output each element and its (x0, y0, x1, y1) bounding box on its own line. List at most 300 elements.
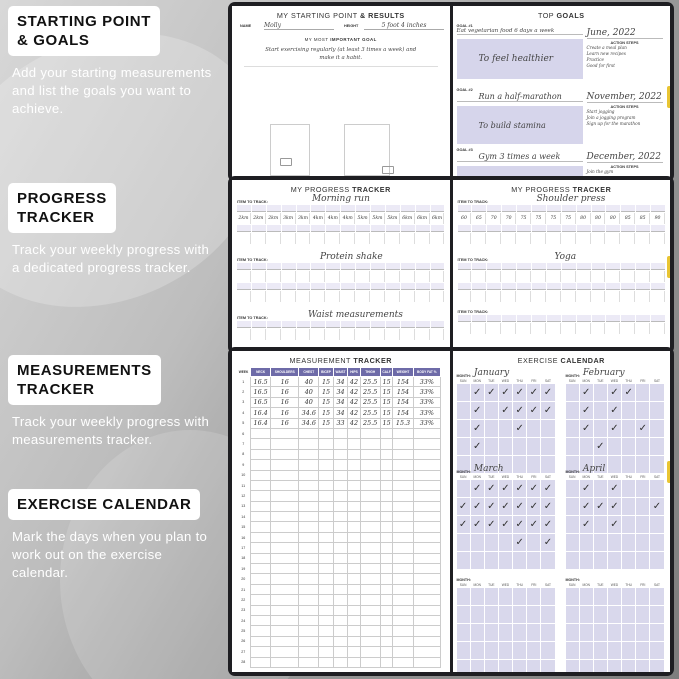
measurement-cell[interactable]: 40 (299, 377, 319, 387)
measurement-cell[interactable]: 16.5 (251, 377, 271, 387)
measurement-cell[interactable] (271, 595, 299, 605)
progress-value[interactable]: 60 (458, 213, 472, 224)
day-cell[interactable] (499, 480, 512, 497)
progress-value[interactable] (458, 323, 472, 334)
goal-text[interactable]: Eat vegetarian food 6 days a week (457, 28, 583, 35)
day-cell[interactable] (622, 384, 635, 401)
measurement-cell[interactable] (360, 470, 380, 480)
measurement-cell[interactable] (360, 543, 380, 553)
day-cell[interactable] (471, 498, 484, 515)
measurement-cell[interactable] (271, 512, 299, 522)
progress-value[interactable]: 2km (237, 213, 251, 224)
day-cell[interactable] (594, 660, 607, 672)
day-cell[interactable] (650, 624, 663, 641)
measurement-cell[interactable]: 154 (393, 377, 413, 387)
measurement-cell[interactable] (271, 439, 299, 449)
measurement-cell[interactable] (299, 553, 319, 563)
progress-value[interactable] (592, 291, 606, 302)
measurement-cell[interactable] (360, 647, 380, 657)
measurement-cell[interactable] (319, 636, 333, 646)
day-cell[interactable] (513, 588, 526, 605)
measurement-cell[interactable] (319, 626, 333, 636)
progress-value[interactable] (416, 291, 430, 302)
progress-value[interactable] (386, 233, 400, 244)
day-cell[interactable] (594, 606, 607, 623)
day-cell[interactable] (527, 588, 540, 605)
measurement-cell[interactable] (251, 439, 271, 449)
measurement-cell[interactable] (319, 439, 333, 449)
progress-value[interactable]: 4km (326, 213, 340, 224)
progress-value[interactable] (577, 233, 591, 244)
day-cell[interactable] (471, 624, 484, 641)
day-cell[interactable] (608, 420, 621, 437)
day-cell[interactable] (527, 498, 540, 515)
day-cell[interactable] (594, 438, 607, 455)
day-cell[interactable] (566, 588, 579, 605)
progress-value[interactable] (297, 271, 311, 282)
measurement-cell[interactable] (393, 605, 413, 615)
progress-value[interactable]: 3km (297, 213, 311, 224)
progress-value[interactable] (621, 233, 635, 244)
measurement-cell[interactable] (299, 647, 319, 657)
measurement-cell[interactable] (299, 605, 319, 615)
measurement-cell[interactable] (299, 480, 319, 490)
day-cell[interactable] (580, 552, 593, 569)
measurement-cell[interactable] (348, 501, 360, 511)
measurement-cell[interactable] (299, 439, 319, 449)
day-cell[interactable] (608, 516, 621, 533)
measurement-cell[interactable] (393, 626, 413, 636)
day-cell[interactable] (566, 480, 579, 497)
measurement-cell[interactable] (271, 553, 299, 563)
measurement-cell[interactable] (360, 564, 380, 574)
measurement-cell[interactable] (380, 532, 393, 542)
measurement-cell[interactable] (271, 501, 299, 511)
day-cell[interactable] (513, 402, 526, 419)
measurement-cell[interactable] (380, 439, 393, 449)
progress-value[interactable] (341, 291, 355, 302)
measurement-cell[interactable]: 16.4 (251, 408, 271, 418)
measurement-cell[interactable]: 16 (271, 397, 299, 407)
progress-value[interactable] (532, 291, 546, 302)
measurement-cell[interactable] (380, 564, 393, 574)
day-cell[interactable] (650, 438, 663, 455)
progress-value[interactable] (282, 233, 296, 244)
progress-value[interactable]: 6km (416, 213, 430, 224)
day-cell[interactable] (499, 534, 512, 551)
measurement-cell[interactable] (393, 615, 413, 625)
measurement-cell[interactable]: 34.6 (299, 418, 319, 428)
measurement-cell[interactable] (299, 615, 319, 625)
measurement-cell[interactable] (380, 512, 393, 522)
day-cell[interactable] (513, 660, 526, 672)
measurement-cell[interactable] (413, 647, 440, 657)
measurement-cell[interactable] (360, 480, 380, 490)
measurement-cell[interactable] (251, 647, 271, 657)
measurement-cell[interactable] (413, 605, 440, 615)
measurement-cell[interactable] (319, 460, 333, 470)
day-cell[interactable] (527, 552, 540, 569)
day-cell[interactable] (566, 552, 579, 569)
measurement-cell[interactable] (251, 428, 271, 438)
day-cell[interactable] (457, 420, 470, 437)
day-cell[interactable] (457, 498, 470, 515)
measurement-cell[interactable]: 34 (333, 377, 348, 387)
progress-value[interactable] (326, 233, 340, 244)
measurement-cell[interactable]: 15 (319, 418, 333, 428)
measurement-cell[interactable] (319, 532, 333, 542)
measurement-cell[interactable]: 33% (413, 397, 440, 407)
measurement-cell[interactable]: 34 (333, 397, 348, 407)
progress-value[interactable] (651, 291, 665, 302)
measurement-cell[interactable] (251, 543, 271, 553)
progress-value[interactable]: 80 (577, 213, 591, 224)
measurement-cell[interactable] (348, 647, 360, 657)
day-cell[interactable] (608, 498, 621, 515)
progress-value[interactable] (636, 271, 650, 282)
measurement-cell[interactable] (333, 636, 348, 646)
item-name[interactable]: Waist measurements (307, 310, 403, 320)
progress-value[interactable] (371, 233, 385, 244)
day-cell[interactable] (594, 642, 607, 659)
measurement-cell[interactable] (319, 553, 333, 563)
measurement-cell[interactable] (333, 439, 348, 449)
measurement-cell[interactable] (271, 626, 299, 636)
progress-value[interactable]: 4km (311, 213, 325, 224)
measurement-cell[interactable] (251, 615, 271, 625)
progress-value[interactable] (502, 271, 516, 282)
progress-value[interactable] (458, 233, 472, 244)
measurement-cell[interactable] (413, 553, 440, 563)
measurement-cell[interactable] (271, 574, 299, 584)
measurement-cell[interactable] (413, 584, 440, 594)
progress-value[interactable] (517, 291, 531, 302)
day-cell[interactable] (566, 534, 579, 551)
measurement-cell[interactable]: 15 (380, 387, 393, 397)
day-cell[interactable] (622, 438, 635, 455)
progress-value[interactable] (237, 291, 251, 302)
day-cell[interactable] (513, 552, 526, 569)
day-cell[interactable] (457, 552, 470, 569)
progress-value[interactable] (621, 291, 635, 302)
step[interactable]: Learn new recipes (586, 51, 626, 56)
measurement-cell[interactable] (348, 449, 360, 459)
measurement-cell[interactable] (413, 460, 440, 470)
day-cell[interactable] (527, 438, 540, 455)
height-field[interactable]: 5 foot 4 inches (364, 22, 444, 30)
measurement-cell[interactable] (413, 470, 440, 480)
measurement-cell[interactable] (333, 501, 348, 511)
measurement-cell[interactable]: 33% (413, 387, 440, 397)
progress-value[interactable] (416, 271, 430, 282)
measurement-cell[interactable] (251, 532, 271, 542)
measurement-cell[interactable] (348, 470, 360, 480)
measurement-cell[interactable] (393, 439, 413, 449)
measurement-cell[interactable] (333, 564, 348, 574)
measurement-cell[interactable] (348, 636, 360, 646)
progress-value[interactable]: 85 (621, 213, 635, 224)
measurement-cell[interactable] (319, 501, 333, 511)
day-cell[interactable] (499, 438, 512, 455)
month-name[interactable]: January (473, 368, 510, 378)
progress-value[interactable] (472, 271, 486, 282)
measurement-cell[interactable] (251, 636, 271, 646)
measurement-cell[interactable] (348, 428, 360, 438)
progress-value[interactable] (356, 329, 370, 340)
measurement-cell[interactable]: 15 (380, 418, 393, 428)
measurement-cell[interactable] (348, 574, 360, 584)
day-cell[interactable] (541, 552, 554, 569)
progress-value[interactable] (458, 291, 472, 302)
progress-value[interactable] (401, 233, 415, 244)
progress-value[interactable] (297, 329, 311, 340)
day-cell[interactable] (513, 516, 526, 533)
day-cell[interactable] (608, 588, 621, 605)
measurement-cell[interactable] (380, 449, 393, 459)
measurement-cell[interactable] (333, 491, 348, 501)
day-cell[interactable] (541, 516, 554, 533)
measurement-cell[interactable] (413, 626, 440, 636)
day-cell[interactable] (499, 660, 512, 672)
measurement-cell[interactable] (333, 595, 348, 605)
measurement-cell[interactable] (271, 657, 299, 667)
measurement-cell[interactable] (319, 449, 333, 459)
measurement-cell[interactable] (299, 574, 319, 584)
day-cell[interactable] (622, 402, 635, 419)
measurement-cell[interactable] (348, 512, 360, 522)
measurement-cell[interactable] (271, 428, 299, 438)
day-cell[interactable] (457, 480, 470, 497)
day-cell[interactable] (485, 420, 498, 437)
day-cell[interactable] (541, 438, 554, 455)
progress-value[interactable] (651, 233, 665, 244)
progress-value[interactable] (356, 291, 370, 302)
measurement-cell[interactable] (333, 470, 348, 480)
measurement-cell[interactable] (380, 647, 393, 657)
measurement-cell[interactable] (348, 553, 360, 563)
progress-value[interactable] (431, 329, 445, 340)
day-cell[interactable] (636, 480, 649, 497)
measurement-cell[interactable]: 16 (271, 387, 299, 397)
progress-value[interactable] (341, 233, 355, 244)
measurement-cell[interactable]: 33% (413, 377, 440, 387)
measurement-cell[interactable] (271, 532, 299, 542)
day-cell[interactable] (622, 624, 635, 641)
day-cell[interactable] (566, 624, 579, 641)
day-cell[interactable] (650, 552, 663, 569)
measurement-cell[interactable]: 15.3 (393, 418, 413, 428)
measurement-cell[interactable] (360, 605, 380, 615)
measurement-cell[interactable] (393, 512, 413, 522)
day-cell[interactable] (499, 624, 512, 641)
progress-value[interactable] (252, 291, 266, 302)
day-cell[interactable] (471, 384, 484, 401)
day-cell[interactable] (608, 606, 621, 623)
measurement-cell[interactable] (251, 460, 271, 470)
measurement-cell[interactable] (380, 615, 393, 625)
day-cell[interactable] (580, 480, 593, 497)
progress-value[interactable] (267, 271, 281, 282)
progress-value[interactable]: 6km (401, 213, 415, 224)
measurement-cell[interactable] (380, 553, 393, 563)
progress-value[interactable] (472, 233, 486, 244)
progress-value[interactable] (487, 271, 501, 282)
day-cell[interactable] (580, 534, 593, 551)
measurement-cell[interactable] (393, 553, 413, 563)
measurement-cell[interactable] (348, 522, 360, 532)
measurement-cell[interactable] (348, 543, 360, 553)
measurement-cell[interactable] (333, 532, 348, 542)
day-cell[interactable] (580, 498, 593, 515)
measurement-cell[interactable] (413, 449, 440, 459)
measurement-cell[interactable] (251, 584, 271, 594)
progress-value[interactable] (431, 291, 445, 302)
day-cell[interactable] (485, 588, 498, 605)
measurement-cell[interactable] (333, 615, 348, 625)
day-cell[interactable] (580, 420, 593, 437)
progress-value[interactable] (237, 233, 251, 244)
measurement-cell[interactable] (251, 522, 271, 532)
measurement-cell[interactable] (380, 543, 393, 553)
progress-value[interactable]: 70 (502, 213, 516, 224)
measurement-cell[interactable] (380, 428, 393, 438)
measurement-cell[interactable] (319, 543, 333, 553)
month-name[interactable]: February (582, 368, 625, 378)
measurement-cell[interactable] (333, 647, 348, 657)
progress-value[interactable] (636, 291, 650, 302)
measurement-cell[interactable] (393, 449, 413, 459)
measurement-cell[interactable] (251, 501, 271, 511)
day-cell[interactable] (457, 624, 470, 641)
measurement-cell[interactable] (251, 449, 271, 459)
progress-value[interactable]: 2km (267, 213, 281, 224)
day-cell[interactable] (541, 606, 554, 623)
day-cell[interactable] (527, 384, 540, 401)
day-cell[interactable] (594, 480, 607, 497)
day-cell[interactable] (608, 384, 621, 401)
measurement-cell[interactable]: 42 (349, 398, 359, 407)
progress-value[interactable] (252, 271, 266, 282)
measurement-cell[interactable] (413, 532, 440, 542)
progress-value[interactable]: 80 (606, 213, 620, 224)
measurement-cell[interactable] (360, 449, 380, 459)
progress-value[interactable]: 5km (386, 213, 400, 224)
measurement-cell[interactable] (360, 595, 380, 605)
measurement-cell[interactable]: 25.5 (360, 408, 380, 418)
measurement-cell[interactable]: 16.5 (251, 387, 271, 397)
measurement-cell[interactable] (393, 543, 413, 553)
progress-value[interactable] (562, 323, 576, 334)
measurement-cell[interactable] (333, 584, 348, 594)
progress-value[interactable] (282, 271, 296, 282)
day-cell[interactable] (636, 660, 649, 672)
progress-value[interactable] (341, 329, 355, 340)
measurement-cell[interactable] (413, 615, 440, 625)
measurement-cell[interactable] (413, 491, 440, 501)
day-cell[interactable] (471, 588, 484, 605)
measurement-cell[interactable] (348, 615, 360, 625)
measurement-cell[interactable] (348, 460, 360, 470)
measurement-cell[interactable] (299, 491, 319, 501)
measurement-cell[interactable] (251, 553, 271, 563)
measurement-cell[interactable]: 34 (333, 387, 348, 397)
measurement-cell[interactable] (319, 480, 333, 490)
measurement-cell[interactable] (413, 574, 440, 584)
day-cell[interactable] (527, 534, 540, 551)
measurement-cell[interactable] (299, 564, 319, 574)
day-cell[interactable] (650, 480, 663, 497)
progress-value[interactable] (356, 233, 370, 244)
progress-value[interactable]: 5km (371, 213, 385, 224)
measurement-cell[interactable] (393, 595, 413, 605)
day-cell[interactable] (471, 480, 484, 497)
day-cell[interactable] (527, 480, 540, 497)
measurement-cell[interactable] (413, 595, 440, 605)
measurement-cell[interactable] (413, 636, 440, 646)
measurement-cell[interactable]: 25.5 (360, 418, 380, 428)
measurement-cell[interactable] (380, 657, 393, 667)
measurement-cell[interactable] (271, 522, 299, 532)
measurement-cell[interactable] (299, 522, 319, 532)
day-cell[interactable] (580, 606, 593, 623)
progress-value[interactable]: 6km (431, 213, 445, 224)
day-cell[interactable] (513, 480, 526, 497)
measurement-cell[interactable] (299, 501, 319, 511)
progress-value[interactable] (547, 271, 561, 282)
measurement-cell[interactable] (251, 574, 271, 584)
measurement-cell[interactable] (393, 574, 413, 584)
measurement-cell[interactable] (380, 501, 393, 511)
measurement-cell[interactable] (380, 636, 393, 646)
progress-value[interactable] (517, 323, 531, 334)
progress-value[interactable] (386, 271, 400, 282)
day-cell[interactable] (499, 402, 512, 419)
day-cell[interactable] (622, 420, 635, 437)
day-cell[interactable] (541, 642, 554, 659)
day-cell[interactable] (580, 642, 593, 659)
measurement-cell[interactable] (319, 470, 333, 480)
day-cell[interactable] (566, 420, 579, 437)
measurement-cell[interactable] (271, 543, 299, 553)
progress-value[interactable] (547, 291, 561, 302)
day-cell[interactable] (650, 660, 663, 672)
measurement-cell[interactable] (333, 428, 348, 438)
day-cell[interactable] (527, 660, 540, 672)
measurement-cell[interactable] (393, 647, 413, 657)
day-cell[interactable] (457, 402, 470, 419)
measurement-cell[interactable] (299, 657, 319, 667)
day-cell[interactable] (457, 588, 470, 605)
progress-value[interactable] (356, 271, 370, 282)
day-cell[interactable] (636, 420, 649, 437)
measurement-cell[interactable] (333, 543, 348, 553)
measurement-cell[interactable] (393, 564, 413, 574)
measurement-cell[interactable] (380, 574, 393, 584)
day-cell[interactable] (471, 534, 484, 551)
day-cell[interactable] (513, 624, 526, 641)
measurement-cell[interactable] (271, 491, 299, 501)
measurement-cell[interactable] (333, 657, 348, 667)
measurement-cell[interactable] (380, 522, 393, 532)
progress-value[interactable] (252, 329, 266, 340)
measurement-cell[interactable] (360, 584, 380, 594)
progress-value[interactable] (487, 233, 501, 244)
progress-value[interactable] (621, 323, 635, 334)
day-cell[interactable] (566, 438, 579, 455)
progress-value[interactable] (341, 271, 355, 282)
measurement-cell[interactable] (348, 595, 360, 605)
measurement-cell[interactable] (251, 512, 271, 522)
